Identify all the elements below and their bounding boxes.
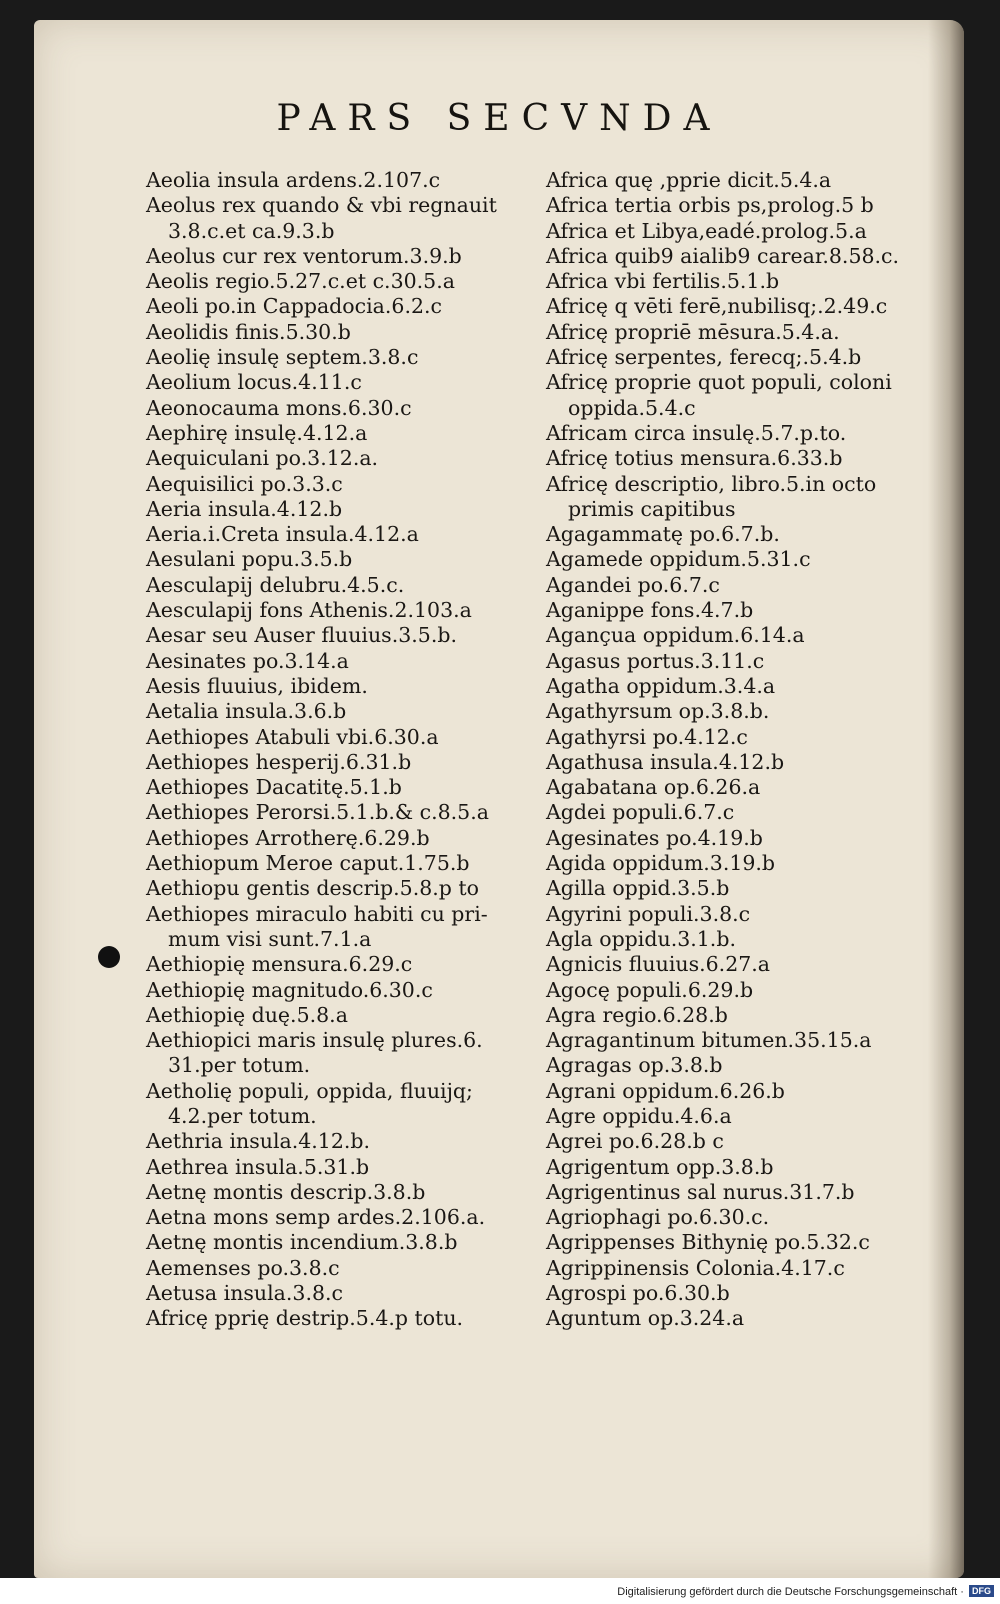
index-entry-text: Agesinates po.4.19.b bbox=[546, 825, 763, 850]
index-entry-text: Africa quib9 aialib9 carear.8.58.c. bbox=[546, 243, 900, 268]
index-entry bbox=[146, 952, 556, 977]
index-entry-text: Aeolus cur rex ventorum.3.9.b bbox=[146, 243, 462, 268]
index-entry-text: Aetnę montis descrip.3.8.b bbox=[146, 1179, 426, 1204]
index-entry bbox=[546, 775, 962, 800]
index-entry-text: Aequiculani po.3.12.a. bbox=[146, 446, 379, 471]
index-entry bbox=[546, 725, 962, 750]
index-entry-text: Africa et Libya,eadé.prolog.5.a bbox=[546, 218, 867, 243]
index-entry-continuation: primis capitibus bbox=[568, 496, 736, 521]
index-entry bbox=[146, 446, 556, 471]
index-entry-text: Aethiopię duę.5.8.a bbox=[146, 1002, 348, 1027]
index-entry bbox=[546, 193, 962, 218]
index-entry bbox=[146, 396, 556, 421]
index-entry-text: Agrani oppidum.6.26.b bbox=[546, 1078, 785, 1103]
index-entry-text: Agragas op.3.8.b bbox=[546, 1053, 723, 1078]
index-entry-text: Aethiopię magnitudo.6.30.c bbox=[146, 977, 433, 1002]
index-entry-text: Aetna mons semp ardes.2.106.a. bbox=[146, 1205, 486, 1230]
index-entry-continuation: mum visi sunt.7.1.a bbox=[168, 926, 372, 951]
index-entry bbox=[146, 1028, 556, 1079]
index-entry-text: Agrigentinus sal nurus.31.7.b bbox=[546, 1179, 855, 1204]
index-entry-text: Africę descriptio, libro.5.in octo bbox=[546, 471, 877, 496]
index-entry bbox=[546, 446, 962, 471]
index-entry-text: Agandei po.6.7.c bbox=[546, 572, 720, 597]
ink-blot bbox=[98, 946, 120, 968]
index-entry-text: Aesis fluuius, ibidem. bbox=[146, 673, 368, 698]
index-entry-text: Agançua oppidum.6.14.a bbox=[546, 623, 805, 648]
index-entry bbox=[146, 547, 556, 572]
index-entry bbox=[546, 902, 962, 927]
index-entry-text: Aeonocauma mons.6.30.c bbox=[146, 395, 412, 420]
index-entry-text: Aesar seu Auser fluuius.3.5.b. bbox=[146, 623, 457, 648]
index-entry bbox=[546, 370, 962, 421]
page-header: PARS SECVNDA bbox=[276, 98, 722, 139]
index-entry bbox=[546, 294, 962, 319]
index-entry-text: Aesinates po.3.14.a bbox=[146, 648, 349, 673]
index-entry bbox=[546, 674, 962, 699]
left-index-column bbox=[146, 168, 556, 1332]
index-entry bbox=[546, 1079, 962, 1104]
index-entry bbox=[146, 421, 556, 446]
index-entry bbox=[546, 1003, 962, 1028]
index-entry bbox=[546, 547, 962, 572]
index-entry-text: Aganippe fons.4.7.b bbox=[546, 598, 754, 623]
index-entry bbox=[546, 168, 962, 193]
index-entry-text: Agocę populi.6.29.b bbox=[546, 977, 754, 1002]
index-entry bbox=[546, 1205, 962, 1230]
index-entry bbox=[546, 345, 962, 370]
index-entry-text: Africę pprię destrip.5.4.p totu. bbox=[146, 1306, 464, 1331]
index-entry-continuation: oppida.5.4.c bbox=[568, 395, 696, 420]
index-entry bbox=[546, 1104, 962, 1129]
index-entry-text: Agabatana op.6.26.a bbox=[546, 775, 761, 800]
index-entry-continuation: 4.2.per totum. bbox=[168, 1103, 317, 1128]
index-entry bbox=[146, 1003, 556, 1028]
index-entry-text: Agathyrsi po.4.12.c bbox=[546, 724, 748, 749]
index-entry bbox=[546, 1256, 962, 1281]
index-entry-text: Africę serpentes, ferecq;.5.4.b bbox=[546, 345, 862, 370]
index-entry bbox=[146, 244, 556, 269]
book-page bbox=[34, 20, 964, 1578]
index-entry bbox=[146, 168, 556, 193]
index-entry-text: Aequisilici po.3.3.c bbox=[146, 471, 343, 496]
index-entry bbox=[546, 472, 962, 523]
index-entry bbox=[146, 1281, 556, 1306]
index-entry bbox=[146, 193, 556, 244]
index-entry-text: Aetalia insula.3.6.b bbox=[146, 699, 347, 724]
index-entry-text: Agriophagi po.6.30.c. bbox=[546, 1205, 770, 1230]
index-entry-text: Agrippenses Bithynię po.5.32.c bbox=[546, 1230, 870, 1255]
index-entry bbox=[146, 649, 556, 674]
index-entry-text: Aeoli po.in Cappadocia.6.2.c bbox=[146, 294, 443, 319]
index-entry-text: Aethiopes Arrotherę.6.29.b bbox=[146, 825, 430, 850]
index-entry bbox=[546, 598, 962, 623]
index-entry bbox=[546, 421, 962, 446]
index-entry bbox=[546, 1180, 962, 1205]
index-entry bbox=[146, 775, 556, 800]
index-entry-text: Aeolium locus.4.11.c bbox=[146, 370, 362, 395]
index-entry bbox=[546, 1028, 962, 1053]
index-entry bbox=[546, 1155, 962, 1180]
index-entry bbox=[146, 826, 556, 851]
index-entry bbox=[546, 750, 962, 775]
index-entry-text: Aethiopes Dacatitę.5.1.b bbox=[146, 775, 402, 800]
index-entry-text: Agilla oppid.3.5.b bbox=[546, 876, 730, 901]
index-entry-text: Aeolis regio.5.27.c.et c.30.5.a bbox=[146, 269, 455, 294]
index-entry bbox=[546, 699, 962, 724]
index-entry bbox=[546, 1306, 962, 1331]
index-entry-text: Aethiopici maris insulę plures.6. bbox=[146, 1028, 483, 1053]
index-entry bbox=[146, 674, 556, 699]
index-entry-text: Aethrea insula.5.31.b bbox=[146, 1154, 370, 1179]
index-entry bbox=[546, 573, 962, 598]
index-entry bbox=[146, 699, 556, 724]
index-entry bbox=[146, 1155, 556, 1180]
index-entry-text: Aethiopu gentis descrip.5.8.p to bbox=[146, 876, 479, 901]
index-entry-text: Aeolia insula ardens.2.107.c bbox=[146, 168, 441, 192]
index-entry bbox=[146, 573, 556, 598]
index-entry-text: Agra regio.6.28.b bbox=[546, 1002, 728, 1027]
index-entry bbox=[146, 902, 556, 953]
index-entry-text: Aguntum op.3.24.a bbox=[546, 1306, 745, 1331]
index-entry-text: Aethiopes hesperij.6.31.b bbox=[146, 749, 412, 774]
index-entry-text: Africę totius mensura.6.33.b bbox=[546, 446, 843, 471]
index-entry-text: Agathusa insula.4.12.b bbox=[546, 749, 785, 774]
index-entry-text: Aesulani popu.3.5.b bbox=[146, 547, 353, 572]
index-entry-text: Agasus portus.3.11.c bbox=[546, 648, 765, 673]
index-entry bbox=[546, 851, 962, 876]
index-entry-text: Aethiopię mensura.6.29.c bbox=[146, 952, 413, 977]
index-entry-text: Agrigentum opp.3.8.b bbox=[546, 1154, 774, 1179]
index-entry bbox=[546, 927, 962, 952]
index-entry-continuation: 3.8.c.et ca.9.3.b bbox=[168, 218, 335, 243]
index-entry-text: Aeria.i.Creta insula.4.12.a bbox=[146, 522, 419, 547]
index-entry-text: Aetusa insula.3.8.c bbox=[146, 1281, 344, 1306]
index-entry bbox=[146, 598, 556, 623]
index-entry bbox=[546, 320, 962, 345]
index-entry bbox=[546, 219, 962, 244]
right-index-column bbox=[546, 168, 962, 1332]
index-entry bbox=[546, 978, 962, 1003]
index-entry-text: Africę q vēti ferē,nubilisq;.2.49.c bbox=[546, 294, 888, 319]
digitization-footer bbox=[0, 1578, 1000, 1604]
index-entry bbox=[146, 370, 556, 395]
index-entry-text: Agdei populi.6.7.c bbox=[546, 800, 735, 825]
index-entry-text: Aesculapij fons Athenis.2.103.a bbox=[146, 598, 472, 623]
index-entry-text: Agnicis fluuius.6.27.a bbox=[546, 952, 771, 977]
index-entry-text: Africę propriē mēsura.5.4.a. bbox=[546, 319, 840, 344]
index-entry bbox=[146, 345, 556, 370]
index-entry-text: Aethiopes Atabuli vbi.6.30.a bbox=[146, 724, 439, 749]
footer-credit: Digitalisierung gefördert durch die Deutsche Forschungsgemeinschaft · bbox=[617, 1586, 964, 1598]
index-entry-text: Aethiopes miraculo habiti cu pri- bbox=[146, 901, 488, 926]
index-entry bbox=[146, 269, 556, 294]
index-entry bbox=[146, 497, 556, 522]
index-entry-text: Aeria insula.4.12.b bbox=[146, 496, 343, 521]
index-entry bbox=[146, 294, 556, 319]
index-entry-text: Agida oppidum.3.19.b bbox=[546, 851, 776, 876]
index-entry-text: Africa quę ,pprie dicit.5.4.a bbox=[546, 168, 832, 192]
index-entry-text: Aetholię populi, oppida, fluuijq; bbox=[146, 1078, 473, 1103]
index-entry-continuation: 31.per totum. bbox=[168, 1053, 311, 1078]
index-entry bbox=[546, 244, 962, 269]
index-entry-text: Africam circa insulę.5.7.p.to. bbox=[546, 420, 847, 445]
index-entry bbox=[146, 1205, 556, 1230]
index-entry bbox=[146, 1306, 556, 1331]
index-entry-text: Agagammatę po.6.7.b. bbox=[546, 522, 780, 547]
index-entry-text: Aeolus rex quando & vbi regnauit bbox=[146, 193, 497, 218]
index-entry-text: Agrospi po.6.30.b bbox=[546, 1281, 730, 1306]
index-entry bbox=[146, 1180, 556, 1205]
index-entry-text: Africa vbi fertilis.5.1.b bbox=[546, 269, 780, 294]
index-entry bbox=[146, 800, 556, 825]
index-entry-text: Agrei po.6.28.b c bbox=[546, 1129, 724, 1154]
index-entry-text: Agre oppidu.4.6.a bbox=[546, 1103, 732, 1128]
index-entry bbox=[146, 320, 556, 345]
index-entry-text: Aethiopes Perorsi.5.1.b.& c.8.5.a bbox=[146, 800, 489, 825]
index-entry-text: Agyrini populi.3.8.c bbox=[546, 901, 751, 926]
index-entry bbox=[546, 623, 962, 648]
index-entry-text: Agatha oppidum.3.4.a bbox=[546, 673, 776, 698]
index-entry bbox=[146, 876, 556, 901]
index-entry-text: Africa tertia orbis ps,prolog.5 b bbox=[546, 193, 874, 218]
index-entry bbox=[546, 952, 962, 977]
index-entry bbox=[546, 876, 962, 901]
index-entry bbox=[146, 750, 556, 775]
index-entry bbox=[146, 1230, 556, 1255]
index-entry-text: Agrippinensis Colonia.4.17.c bbox=[546, 1255, 845, 1280]
index-entry bbox=[146, 522, 556, 547]
index-entry bbox=[546, 522, 962, 547]
index-entry-text: Agragantinum bitumen.35.15.a bbox=[546, 1028, 872, 1053]
index-entry bbox=[146, 725, 556, 750]
index-entry-text: Agathyrsum op.3.8.b. bbox=[546, 699, 770, 724]
index-entry-text: Agla oppidu.3.1.b. bbox=[546, 926, 736, 951]
index-entry bbox=[146, 1129, 556, 1154]
index-entry bbox=[546, 1129, 962, 1154]
index-entry bbox=[546, 1230, 962, 1255]
index-entry-text: Aephirę insulę.4.12.a bbox=[146, 420, 368, 445]
index-entry bbox=[146, 1079, 556, 1130]
index-entry bbox=[146, 1256, 556, 1281]
index-entry-text: Aemenses po.3.8.c bbox=[146, 1255, 340, 1280]
index-entry bbox=[146, 623, 556, 648]
index-entry-text: Aethiopum Meroe caput.1.75.b bbox=[146, 851, 470, 876]
index-entry bbox=[546, 826, 962, 851]
index-entry-text: Aeolidis finis.5.30.b bbox=[146, 319, 351, 344]
index-entry bbox=[546, 1281, 962, 1306]
index-entry bbox=[146, 472, 556, 497]
index-entry bbox=[546, 800, 962, 825]
index-entry-text: Aesculapij delubru.4.5.c. bbox=[146, 572, 405, 597]
index-entry bbox=[146, 851, 556, 876]
index-entry-text: Aetnę montis incendium.3.8.b bbox=[146, 1230, 458, 1255]
index-entry-text: Aethria insula.4.12.b. bbox=[146, 1129, 371, 1154]
index-entry bbox=[546, 269, 962, 294]
index-entry-text: Aeolię insulę septem.3.8.c bbox=[146, 345, 419, 370]
index-entry bbox=[146, 978, 556, 1003]
index-entry bbox=[546, 1053, 962, 1078]
index-entry-text: Agamede oppidum.5.31.c bbox=[546, 547, 811, 572]
index-entry-text: Africę proprie quot populi, coloni bbox=[546, 370, 892, 395]
index-entry bbox=[546, 649, 962, 674]
dfg-logo: DFG bbox=[969, 1585, 994, 1597]
